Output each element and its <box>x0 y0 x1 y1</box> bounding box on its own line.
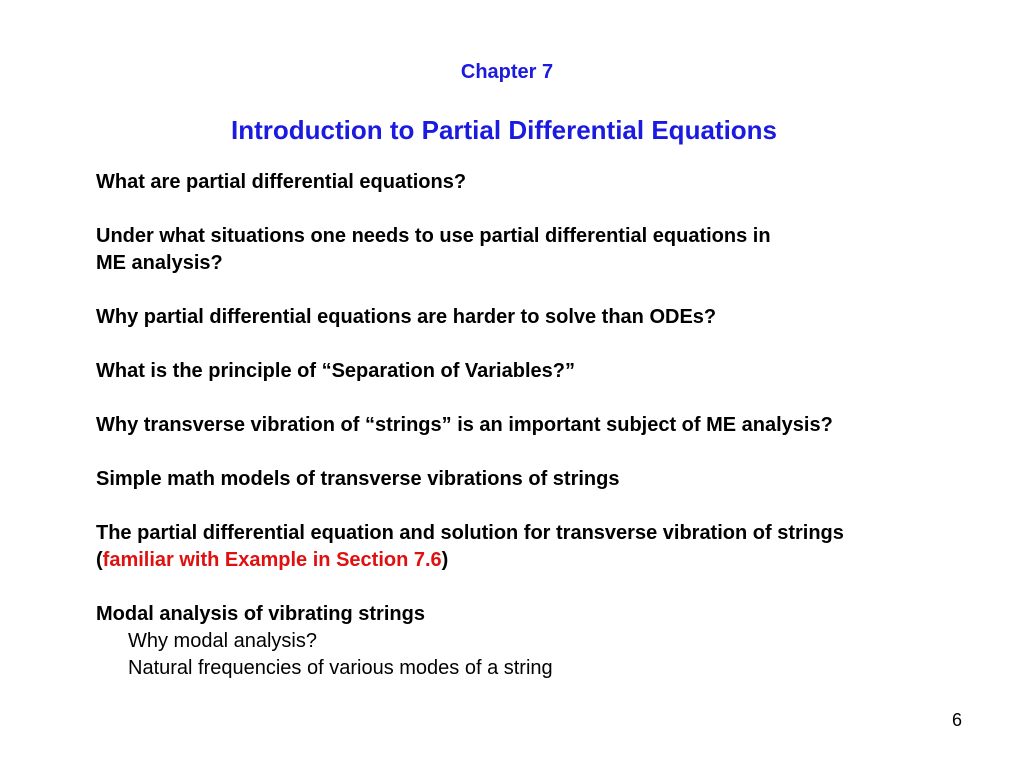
chapter-label: Chapter 7 <box>460 61 554 83</box>
topic-item <box>96 358 996 385</box>
slide-title: Introduction to Partial Differential Equations <box>230 115 778 145</box>
open-paren: ( <box>96 549 103 571</box>
topic-text: Under what situations one needs to use partial differential equations in <box>96 225 771 247</box>
topic-item <box>96 466 996 493</box>
page-number: 6 <box>951 710 962 730</box>
topic-text: ME analysis? <box>96 252 223 274</box>
topic-text: What is the principle of “Separation of Variables?” <box>96 360 575 382</box>
topic-item <box>96 304 996 331</box>
topic-item <box>96 601 996 682</box>
topic-item <box>96 223 996 277</box>
topic-text: Why transverse vibration of “strings” is an important subject of ME analysis? <box>96 414 833 436</box>
close-paren: ) <box>441 549 449 571</box>
subtopic-text: Why modal analysis? <box>128 630 317 652</box>
topic-text: Why partial differential equations are harder to solve than ODEs? <box>96 306 717 328</box>
topic-text: Simple math models of transverse vibrations of strings <box>96 468 620 490</box>
topic-text: What are partial differential equations? <box>96 171 467 193</box>
topic-item <box>96 169 996 196</box>
topic-item <box>96 520 996 574</box>
topic-text: The partial differential equation and solution for transverse vibration of strings <box>96 522 844 544</box>
topic-text: Modal analysis of vibrating strings <box>96 603 425 625</box>
topic-list <box>96 169 996 709</box>
highlighted-note: familiar with Example in Section 7.6 <box>102 549 442 571</box>
topic-text-with-note <box>96 547 996 574</box>
subtopic-text: Natural frequencies of various modes of a string <box>128 657 553 679</box>
topic-item <box>96 412 996 439</box>
